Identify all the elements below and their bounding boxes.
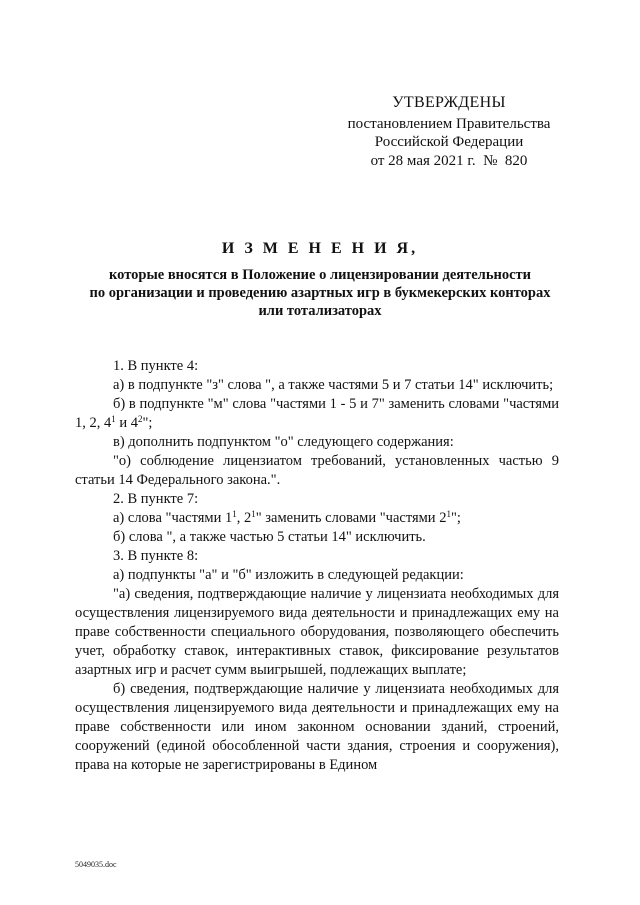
- subtitle-line: или тотализаторах: [258, 303, 382, 319]
- paragraph: "а) сведения, подтверждающие наличие у лицензиата необходимых для осуществления лицензируемого вида деятельности и принадлежащих ему на праве собственности специального оборудования, позволяющего обеспечить учет, обработку ставок, интерактивных ставок, фиксирование результатов азартных игр и расчет сумм выигрышей, подлежащих выплате;: [75, 586, 559, 678]
- approval-line: постановлением Правительства: [347, 115, 551, 132]
- paragraph: а) слова "частями $1^1$, $2^1$" заменить словами "частями $2^1$";: [113, 509, 461, 526]
- paragraph: в) дополнить подпунктом "о" следующего содержания:: [113, 434, 454, 450]
- file-name-footer: 5049035.doc: [75, 860, 117, 869]
- subtitle-line: которые вносятся в Положение о лицензировании деятельности: [108, 267, 532, 283]
- paragraph: б) в подпункте "м" слова "частями 1 - 5 и 7" заменить словами "частями 1, 2, $4^1$ и $4^2$";: [75, 396, 559, 431]
- document-body: [75, 357, 559, 775]
- paragraph: 2. В пункте 7:: [113, 491, 199, 507]
- paragraph: б) сведения, подтверждающие наличие у лицензиата необходимых для осуществления лицензируемого вида деятельности и принадлежащих ему на праве собственности или ином законном основании зданий, строений, сооружений (единой обособленной части здания, строения и сооружения), права на которые не зарегистрированы в Едином: [75, 681, 559, 773]
- approval-date-number: от 28 мая 2021 г. № 820: [370, 152, 528, 169]
- document-title: И З М Е Н Е Н И Я,: [221, 240, 419, 257]
- paragraph: "о) соблюдение лицензиатом требований, установленных частью 9 статьи 14 Федерального закона.".: [75, 453, 559, 488]
- approved-heading: УТВЕРЖДЕНЫ: [392, 94, 506, 111]
- document-subtitle: [60, 266, 580, 320]
- subtitle-line: по организации и проведению азартных игр в букмекерских конторах: [89, 285, 551, 301]
- approval-line: Российской Федерации: [374, 134, 524, 150]
- paragraph: 3. В пункте 8:: [113, 548, 199, 564]
- paragraph: а) подпункты "а" и "б" изложить в следующей редакции:: [113, 567, 464, 583]
- approval-stamp: [338, 94, 560, 170]
- paragraph: 1. В пункте 4:: [113, 358, 199, 374]
- paragraph: а) в подпункте "з" слова ", а также частями 5 и 7 статьи 14" исключить;: [113, 377, 554, 393]
- paragraph: б) слова ", а также частью 5 статьи 14" исключить.: [113, 529, 426, 545]
